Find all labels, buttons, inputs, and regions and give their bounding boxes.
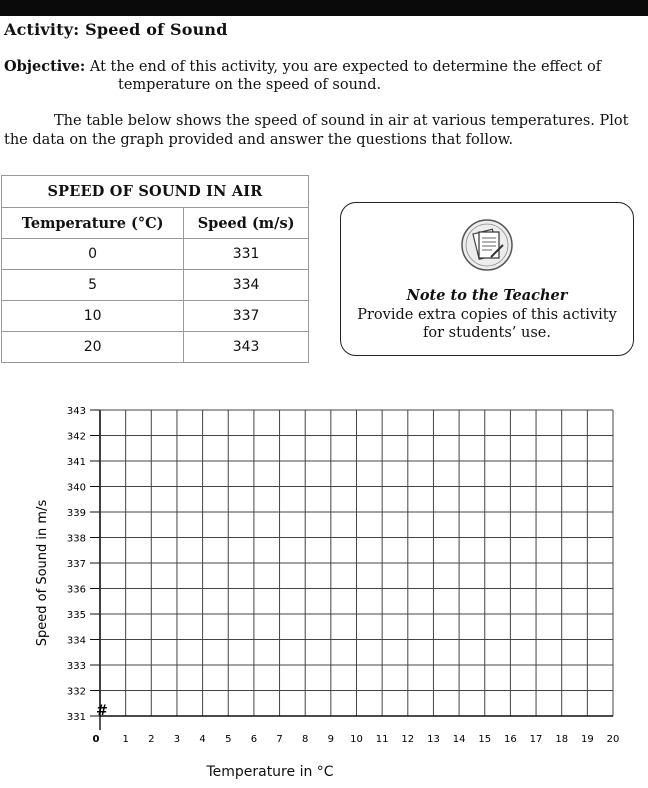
x-tick-label: 18 xyxy=(555,734,569,745)
y-tick-label: 331 xyxy=(66,712,86,723)
note-text xyxy=(341,306,633,342)
x-tick-label: 19 xyxy=(580,734,594,745)
table-row xyxy=(2,301,309,332)
objective-paragraph xyxy=(4,58,644,94)
x-tick-label: 15 xyxy=(478,734,492,745)
documents-icon xyxy=(459,217,515,277)
speed-cell: 334 xyxy=(184,270,309,301)
y-tick-label: 333 xyxy=(66,661,86,672)
x-tick-label: 4 xyxy=(199,734,206,745)
speed-cell: 337 xyxy=(184,301,309,332)
temperature-cell: 10 xyxy=(2,301,184,332)
temperature-cell: 5 xyxy=(2,270,184,301)
x-tick-label: 0 xyxy=(92,734,100,745)
note-text-line1: Provide extra copies of this activity xyxy=(357,307,617,323)
y-tick-label: 336 xyxy=(66,584,86,596)
y-axis-label: Speed of Sound in m/s xyxy=(35,499,50,647)
y-tick-label: 340 xyxy=(66,482,86,494)
y-tick-label: 335 xyxy=(66,610,86,621)
speed-of-sound-table xyxy=(1,175,309,363)
activity-title: Activity: Speed of Sound xyxy=(4,20,228,39)
x-tick-label: 14 xyxy=(452,734,466,745)
y-tick-label: 342 xyxy=(66,431,86,443)
speed-cell: 343 xyxy=(184,332,309,363)
x-tick-label: 7 xyxy=(276,734,283,745)
note-title: Note to the Teacher xyxy=(406,287,568,304)
temperature-cell: 20 xyxy=(2,332,184,363)
x-tick-label: 12 xyxy=(401,734,415,745)
x-axis-label: Temperature in °C xyxy=(206,764,334,780)
teacher-note-box xyxy=(340,202,634,356)
x-tick-label: 3 xyxy=(173,734,181,745)
x-tick-label: 6 xyxy=(250,734,258,745)
y-tick-label: 341 xyxy=(66,457,86,468)
x-tick-label: 9 xyxy=(327,734,335,745)
top-black-bar xyxy=(0,0,648,16)
blank-graph xyxy=(30,398,620,760)
y-tick-label: 332 xyxy=(66,686,86,698)
x-tick-label: 17 xyxy=(529,734,543,745)
header-temperature: Temperature (°C) xyxy=(2,208,184,239)
table-row xyxy=(2,332,309,363)
x-tick-label: 13 xyxy=(427,734,440,745)
table-caption: SPEED OF SOUND IN AIR xyxy=(2,176,309,208)
y-tick-label: 337 xyxy=(66,559,86,570)
x-tick-label: 20 xyxy=(606,734,620,745)
objective-label: Objective: xyxy=(4,58,86,75)
x-tick-label: 5 xyxy=(225,734,232,745)
header-speed: Speed (m/s) xyxy=(184,208,309,239)
y-tick-label: 338 xyxy=(66,533,86,545)
table-row xyxy=(2,270,309,301)
axis-break-symbol: # xyxy=(96,703,108,719)
x-tick-label: 11 xyxy=(375,734,389,745)
x-tick-label: 10 xyxy=(350,734,363,745)
x-tick-label: 1 xyxy=(122,734,129,745)
speed-cell: 331 xyxy=(184,239,309,270)
note-text-line2: for students’ use. xyxy=(423,325,551,341)
y-tick-label: 334 xyxy=(66,635,86,647)
table-row xyxy=(2,239,309,270)
x-tick-label: 2 xyxy=(148,734,155,745)
x-tick-label: 16 xyxy=(504,734,517,745)
y-tick-label: 343 xyxy=(66,406,86,417)
objective-line1: At the end of this activity, you are expected to determine the effect of xyxy=(89,59,602,75)
temperature-cell: 0 xyxy=(2,239,184,270)
objective-line2: temperature on the speed of sound. xyxy=(118,77,382,93)
x-tick-label: 8 xyxy=(302,734,309,745)
y-tick-label: 339 xyxy=(66,508,86,519)
intro-paragraph: The table below shows the speed of sound in air at various temperatures. Plot the data on the graph provided and answer the questions that follow. xyxy=(4,113,629,148)
